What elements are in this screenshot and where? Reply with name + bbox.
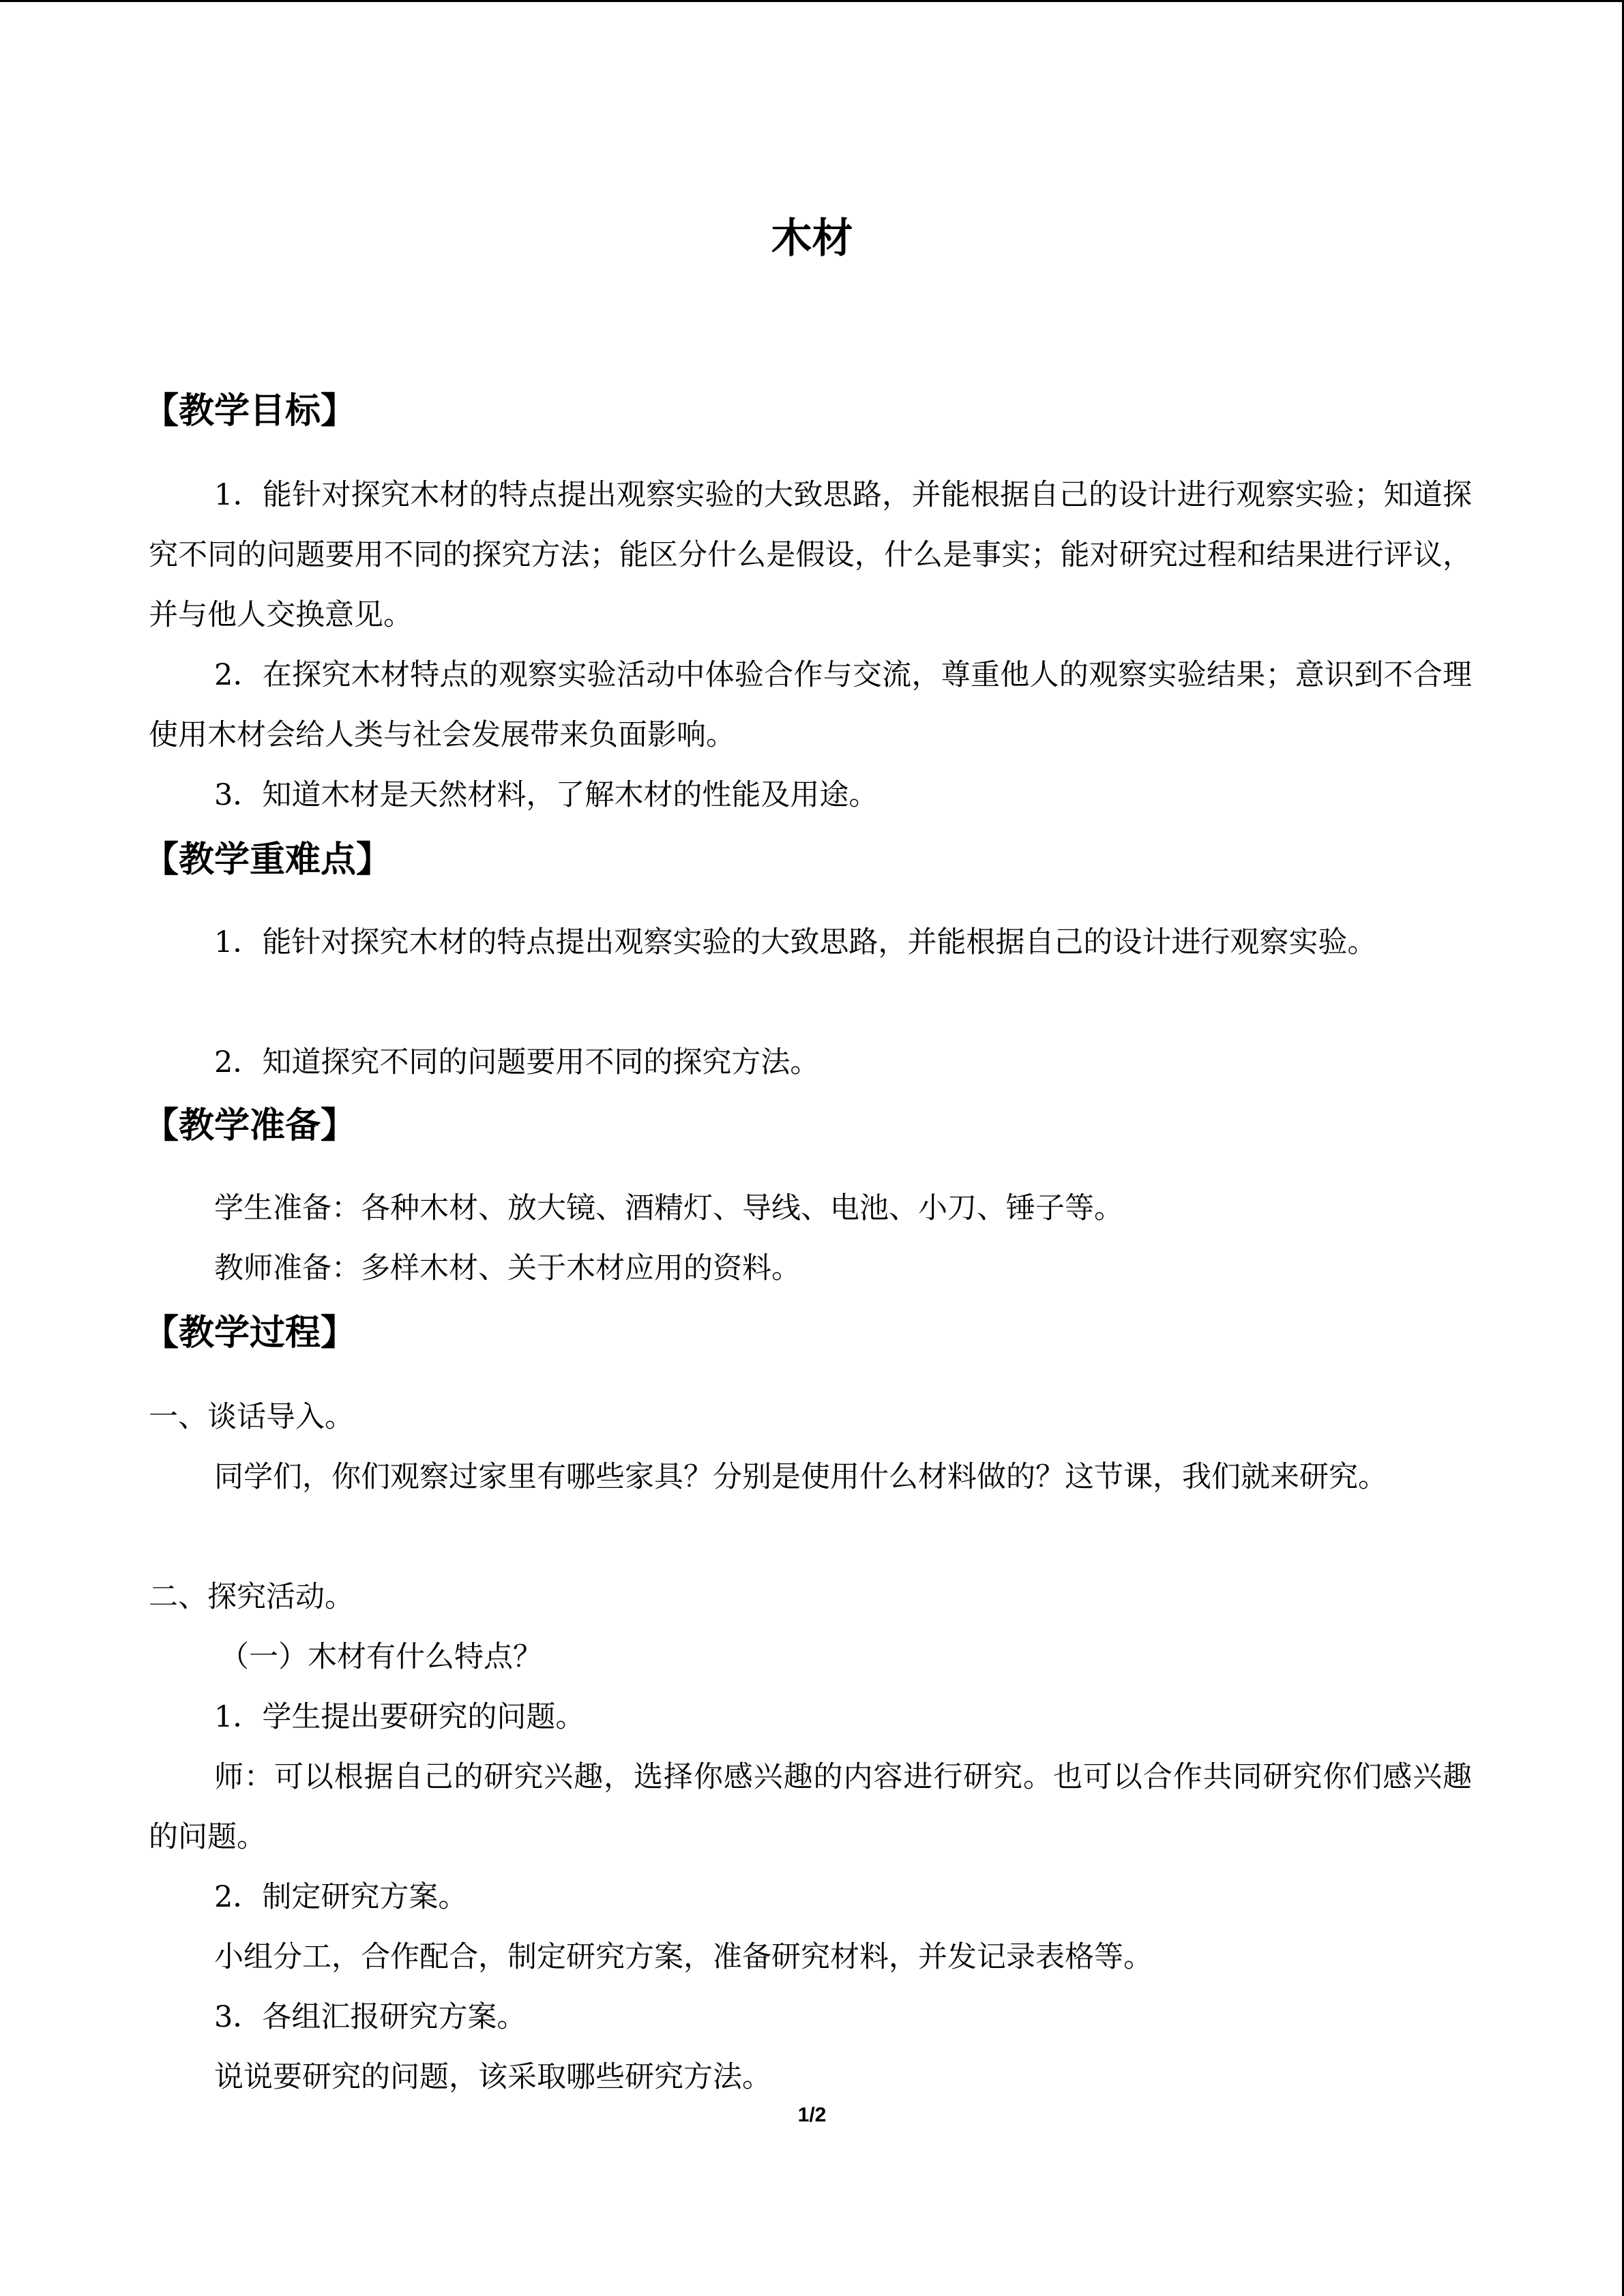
objective-item-2: 2．在探究木材特点的观察实验活动中体验合作与交流，尊重他人的观察实验结果；意识到不合理使用木材会给人类与社会发展带来负面影响。 — [149, 658, 1472, 752]
section-heading-objectives: 【教学目标】 — [143, 391, 357, 432]
preparation-student: 学生准备：各种木材、放大镜、酒精灯、导线、电池、小刀、锤子等。 — [214, 1191, 1123, 1225]
key-point-item-2: 2．知道探究不同的问题要用不同的探究方法。 — [214, 1045, 820, 1079]
section-heading-process: 【教学过程】 — [143, 1313, 357, 1354]
page-number: 1/2 — [797, 2104, 827, 2126]
process-part1-title: 一、谈话导入。 — [149, 1400, 354, 1434]
process-step3: 3．各组汇报研究方案。 — [214, 2000, 527, 2034]
process-step3-text: 说说要研究的问题，该采取哪些研究方法。 — [214, 2060, 771, 2094]
page-border-top — [0, 0, 1624, 2]
key-point-item-1: 1．能针对探究木材的特点提出观察实验的大致思路，并能根据自己的设计进行观察实验。 — [214, 925, 1377, 959]
process-step2-text: 小组分工，合作配合，制定研究方案，准备研究材料，并发记录表格等。 — [214, 1940, 1153, 1974]
document-title: 木材 — [771, 215, 853, 263]
process-sub1-title: （一）木材有什么特点？ — [220, 1640, 542, 1674]
process-step2: 2．制定研究方案。 — [214, 1880, 468, 1914]
process-part2-title: 二、探究活动。 — [149, 1580, 354, 1614]
section-heading-key-points: 【教学重难点】 — [143, 839, 392, 880]
preparation-teacher: 教师准备：多样木材、关于木材应用的资料。 — [214, 1251, 801, 1285]
objective-item-1: 1．能针对探究木材的特点提出观察实验的大致思路，并能根据自己的设计进行观察实验；知道探究不同的问题要用不同的探究方法；能区分什么是假设，什么是事实；能对研究过程和结果进行评议，并与他人交换意见。 — [149, 478, 1472, 632]
process-part1-text: 同学们，你们观察过家里有哪些家具？分别是使用什么材料做的？这节课，我们就来研究。 — [214, 1460, 1387, 1494]
objective-item-3: 3．知道木材是天然材料，了解木材的性能及用途。 — [214, 778, 879, 812]
process-step1-text: 师：可以根据自己的研究兴趣，选择你感兴趣的内容进行研究。也可以合作共同研究你们感兴趣的问题。 — [149, 1760, 1472, 1854]
section-heading-preparation: 【教学准备】 — [143, 1105, 357, 1146]
process-step1: 1．学生提出要研究的问题。 — [214, 1700, 585, 1734]
